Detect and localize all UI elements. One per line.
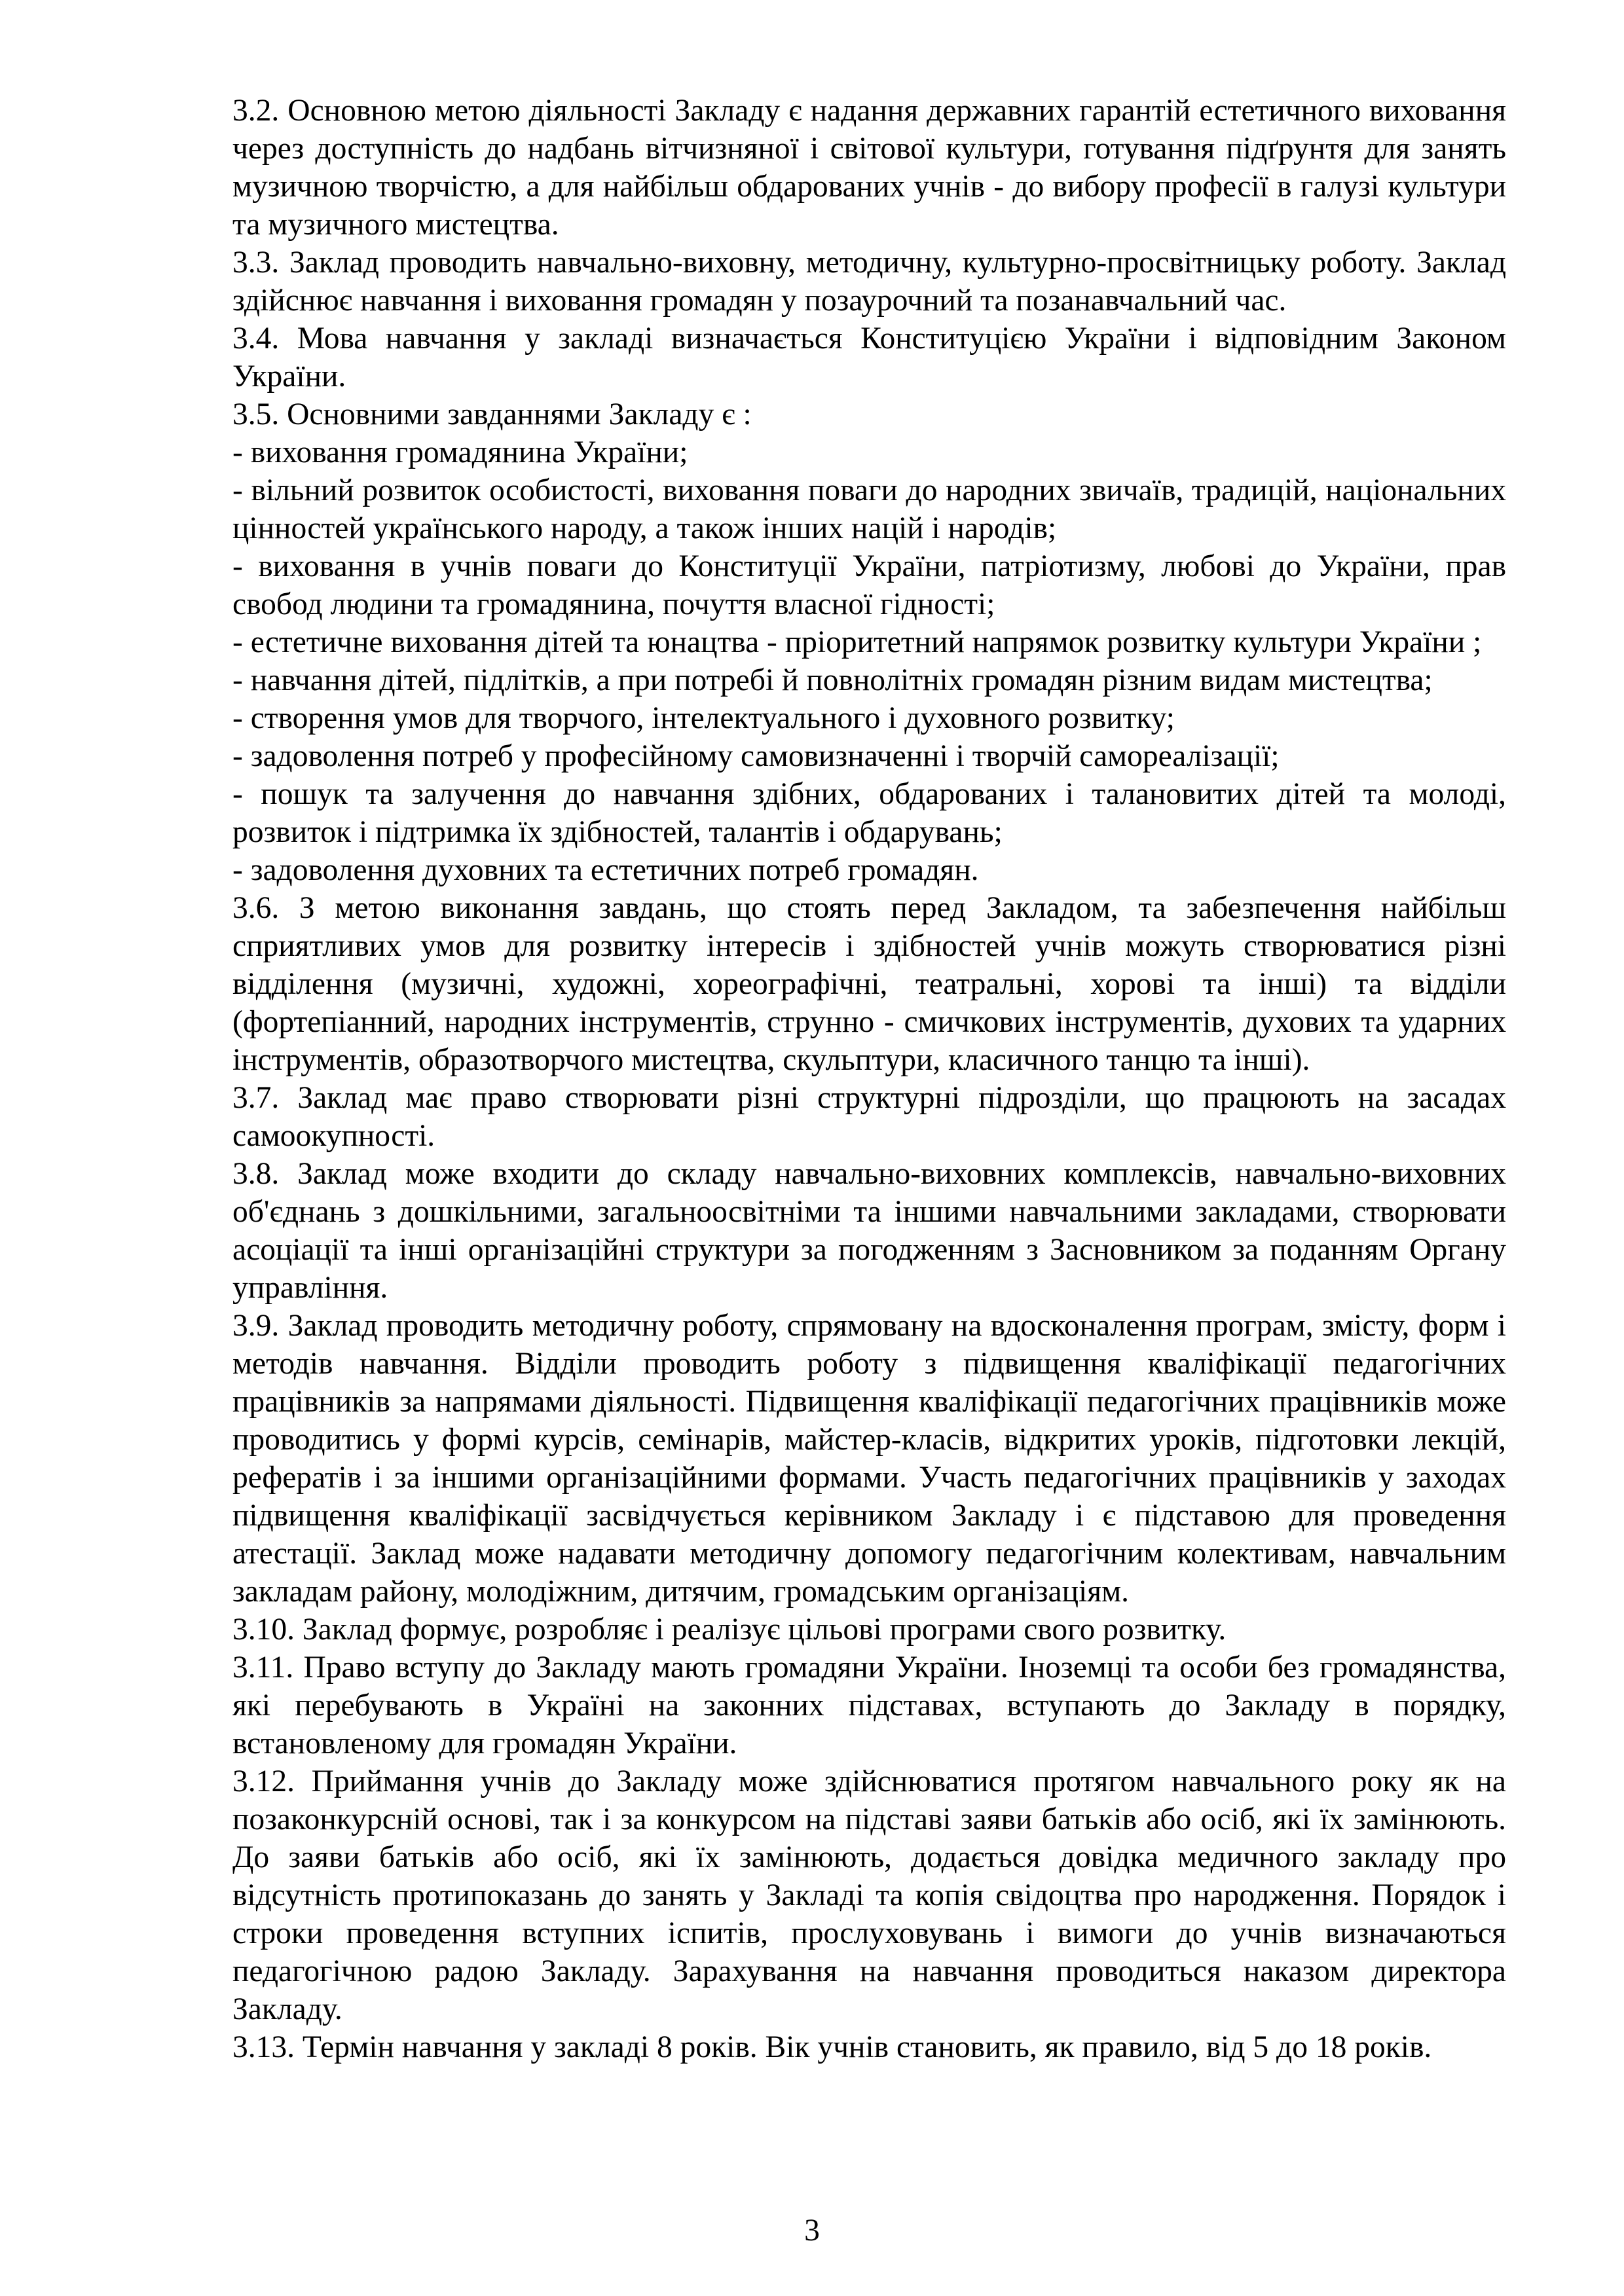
list-item: - задоволення потреб у професійному самовизначенні і творчій самореалізації; xyxy=(232,739,1280,773)
paragraph-3-10: 3.10. Заклад формує, розробляє і реалізує цільові програми свого розвитку. xyxy=(232,1613,1227,1647)
paragraph-3-12: 3.12. Приймання учнів до Закладу може здійснюватися протягом навчального року як на позаконкурсній основі, так і за конкурсом на підставі заяви батьків або осіб, які їх замінюють. До заяви батьків або осіб, які їх замінюють, додається довідка медичного закладу про відсутність протипоказань до занять у Закладі та копія свідоцтва про народження. Порядок і строки проведення вступних іспитів, прослуховувань і вимоги до учнів визначаються педагогічною радою Закладу. Зарахування на навчання проводиться наказом директора Закладу. xyxy=(232,1764,1506,2026)
list-item: - навчання дітей, підлітків, а при потребі й повнолітніх громадян різним видам мистецтва; xyxy=(232,663,1433,697)
list-item: - виховання в учнів поваги до Конституції України, патріотизму, любові до України, прав свобод людини та громадянина, почуття власної гідності; xyxy=(232,549,1506,621)
paragraph-3-7: 3.7. Заклад має право створювати різні структурні підрозділи, що працюють на засадах самоокупності. xyxy=(232,1081,1506,1153)
list-item: - створення умов для творчого, інтелектуального і духовного розвитку; xyxy=(232,701,1175,735)
list-item: - вільний розвиток особистості, виховання поваги до народних звичаїв, традицій, національних цінностей українського народу, а також інших націй і народів; xyxy=(232,473,1506,545)
document-body xyxy=(232,92,1506,2066)
list-item: - виховання громадянина України; xyxy=(232,435,688,469)
paragraph-3-4: 3.4. Мова навчання у закладі визначається Конституцією України і відповідним Законом України. xyxy=(232,321,1506,393)
list-item: - пошук та залучення до навчання здібних, обдарованих і талановитих дітей та молоді, розвиток і підтримка їх здібностей, талантів і обдарувань; xyxy=(232,777,1506,849)
paragraph-3-6: 3.6. З метою виконання завдань, що стоять перед Закладом, та забезпечення найбільш сприятливих умов для розвитку інтересів і здібностей учнів можуть створюватися різні відділення (музичні, художні, хореографічні, театральні, хорові та інші) та відділи (фортепіанний, народних інструментів, струнно - смичкових інструментів, духових та ударних інструментів, образотворчого мистецтва, скульптури, класичного танцю та інші). xyxy=(232,891,1506,1077)
page-number: 3 xyxy=(804,2214,820,2248)
paragraph-3-13: 3.13. Термін навчання у закладі 8 років. Вік учнів становить, як правило, від 5 до 18 років. xyxy=(232,2030,1432,2064)
paragraph-3-5: 3.5. Основними завданнями Закладу є : xyxy=(232,397,752,431)
paragraph-3-11: 3.11. Право вступу до Закладу мають громадяни України. Іноземці та особи без громадянства, які перебувають в Україні на законних підставах, вступають до Закладу в порядку, встановленому для громадян України. xyxy=(232,1650,1506,1760)
paragraph-3-9: 3.9. Заклад проводить методичну роботу, спрямовану на вдосконалення програм, змісту, форм і методів навчання. Відділи проводить роботу з підвищення кваліфікації педагогічних працівників за напрямами діяльності. Підвищення кваліфікації педагогічних працівників може проводитись у формі курсів, семінарів, майстер-класів, відкритих уроків, підготовки лекцій, рефератів і за іншими організаційними формами. Участь педагогічних працівників у заходах підвищення кваліфікації засвідчується керівником Закладу і є підставою для проведення атестації. Заклад може надавати методичну допомогу педагогічним колективам, навчальним закладам району, молодіжним, дитячим, громадським організаціям. xyxy=(232,1309,1506,1609)
paragraph-3-8: 3.8. Заклад може входити до складу навчально-виховних комплексів, навчально-виховних об'єднань з дошкільними, загальноосвітніми та іншими навчальними закладами, створювати асоціації та інші організаційні структури за погодженням з Засновником за поданням Органу управління. xyxy=(232,1157,1506,1305)
paragraph-3-2: 3.2. Основною метою діяльності Закладу є надання державних гарантій естетичного виховання через доступність до надбань вітчизняної і світової культури, готування підґрунтя для занять музичною творчістю, а для найбільш обдарованих учнів - до вибору професії в галузі культури та музичного мистецтва. xyxy=(232,94,1506,242)
list-item: - естетичне виховання дітей та юнацтва - пріоритетний напрямок розвитку культури України ; xyxy=(232,625,1482,659)
list-item: - задоволення духовних та естетичних потреб громадян. xyxy=(232,853,979,887)
paragraph-3-3: 3.3. Заклад проводить навчально-виховну, методичну, культурно-просвітницьку роботу. Заклад здійснює навчання і виховання громадян у позаурочний та позанавчальний час. xyxy=(232,246,1506,318)
